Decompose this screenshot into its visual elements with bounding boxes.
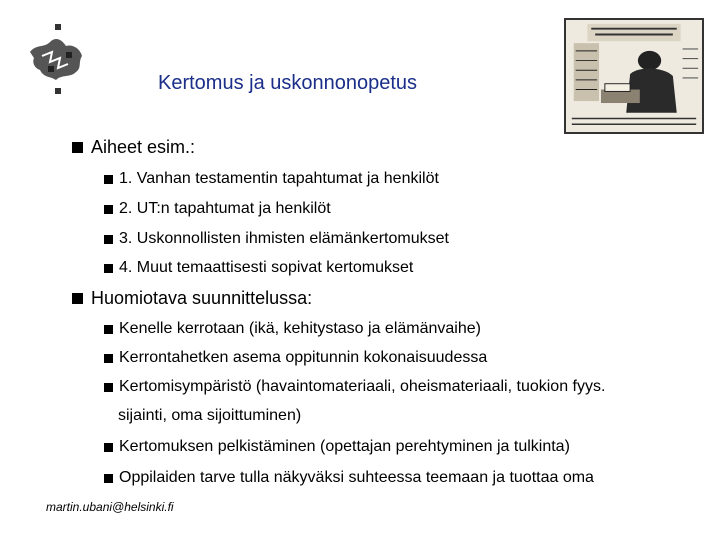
footer-email: martin.ubani@helsinki.fi [46, 500, 174, 514]
bullet-planning [72, 288, 312, 309]
square-bullet-icon [72, 293, 83, 304]
bullet-text: 4. Muut temaattisesti sopivat kertomukset [119, 259, 414, 276]
square-bullet-icon [104, 175, 113, 184]
sub-bullet-continuation [118, 407, 301, 425]
bullet-text: Huomiotava suunnittelussa: [91, 288, 313, 308]
sub-bullet [104, 469, 594, 487]
sub-bullet [104, 170, 439, 188]
bullet-text: Kertomuksen pelkistäminen (opettajan perehtyminen ja tulkinta) [119, 438, 570, 455]
bullet-text: Kenelle kerrotaan (ikä, kehitystaso ja elämänvaihe) [119, 320, 481, 337]
university-logo [22, 22, 92, 98]
square-bullet-icon [104, 235, 113, 244]
square-bullet-icon [104, 205, 113, 214]
sub-bullet [104, 200, 331, 218]
sub-bullet [104, 378, 605, 396]
square-bullet-icon [104, 474, 113, 483]
sub-bullet [104, 349, 487, 367]
bullet-text: 1. Vanhan testamentin tapahtumat ja henkilöt [119, 170, 439, 187]
sub-bullet [104, 320, 481, 338]
teacher-woodcut-illustration [564, 18, 704, 134]
sub-bullet [104, 230, 449, 248]
square-bullet-icon [104, 354, 113, 363]
square-bullet-icon [72, 142, 83, 153]
sub-bullet [104, 438, 570, 456]
square-bullet-icon [104, 264, 113, 273]
bullet-text: Kertomisympäristö (havaintomateriaali, oheismateriaali, tuokion fyys. [119, 378, 606, 395]
bullet-text: Kerrontahetken asema oppitunnin kokonaisuudessa [119, 349, 488, 366]
square-bullet-icon [104, 325, 113, 334]
sub-bullet [104, 259, 413, 277]
square-bullet-icon [104, 383, 113, 392]
bullet-topics [72, 137, 195, 158]
bullet-text: Oppilaiden tarve tulla näkyväksi suhteessa teemaan ja tuottaa oma [119, 469, 594, 486]
bullet-text: sijainti, oma sijoittuminen) [118, 407, 302, 424]
bullet-text: 3. Uskonnollisten ihmisten elämänkertomukset [119, 230, 449, 247]
bullet-text: 2. UT:n tapahtumat ja henkilöt [119, 200, 331, 217]
square-bullet-icon [104, 443, 113, 452]
bullet-text: Aiheet esim.: [91, 137, 196, 157]
slide-title: Kertomus ja uskonnonopetus [158, 72, 418, 94]
